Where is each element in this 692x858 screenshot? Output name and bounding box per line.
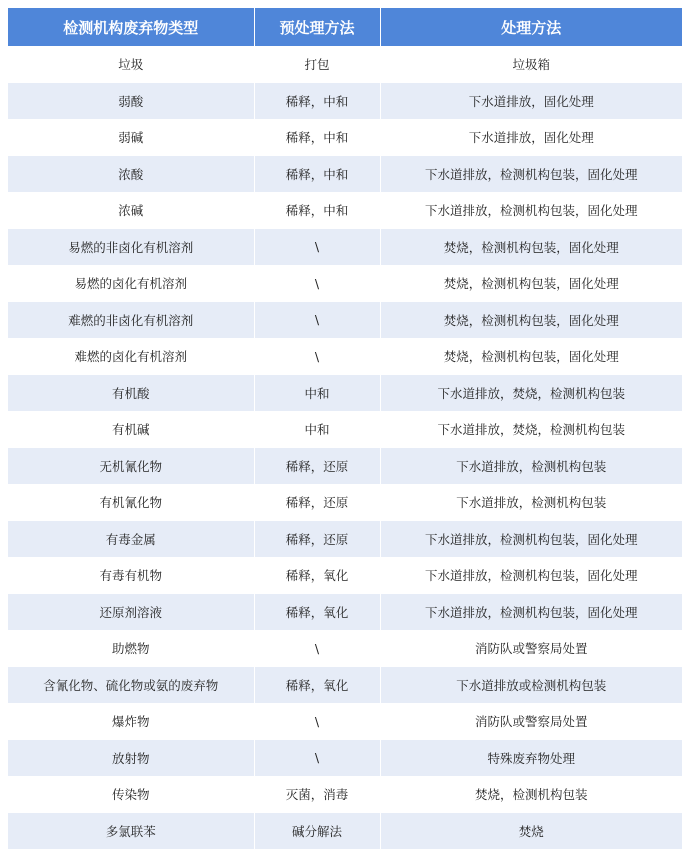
table-row [8, 265, 682, 302]
table-row [8, 484, 682, 521]
cell-treatment: 焚烧，检测机构包装，固化处理 [380, 338, 682, 375]
cell-pretreatment: 稀释，氧化 [254, 594, 380, 631]
cell-treatment: 下水道排放，焚烧，检测机构包装 [380, 411, 682, 448]
cell-pretreatment: 稀释，中和 [254, 156, 380, 193]
cell-waste-type: 有机碱 [8, 411, 254, 448]
cell-waste-type: 放射物 [8, 740, 254, 777]
cell-pretreatment: 稀释，氧化 [254, 557, 380, 594]
cell-waste-type: 还原剂溶液 [8, 594, 254, 631]
cell-waste-type: 浓酸 [8, 156, 254, 193]
table-row [8, 813, 682, 850]
cell-pretreatment: 灭菌，消毒 [254, 776, 380, 813]
header-waste-type: 检测机构废弃物类型 [8, 8, 254, 46]
cell-pretreatment: \ [254, 630, 380, 667]
cell-pretreatment: 稀释，还原 [254, 521, 380, 558]
table-row [8, 338, 682, 375]
cell-waste-type: 垃圾 [8, 46, 254, 83]
table-row [8, 521, 682, 558]
table-row [8, 46, 682, 83]
table-row [8, 776, 682, 813]
cell-waste-type: 含氰化物、硫化物或氨的废弃物 [8, 667, 254, 704]
table-body [8, 46, 682, 849]
table-row [8, 411, 682, 448]
header-treatment: 处理方法 [380, 8, 682, 46]
cell-pretreatment: \ [254, 302, 380, 339]
cell-pretreatment: \ [254, 338, 380, 375]
cell-pretreatment: \ [254, 703, 380, 740]
table-row [8, 229, 682, 266]
cell-treatment: 下水道排放或检测机构包装 [380, 667, 682, 704]
cell-waste-type: 助燃物 [8, 630, 254, 667]
cell-treatment: 下水道排放，检测机构包装 [380, 484, 682, 521]
table-row [8, 630, 682, 667]
table-row [8, 119, 682, 156]
cell-treatment: 焚烧，检测机构包装 [380, 776, 682, 813]
table-row [8, 83, 682, 120]
cell-waste-type: 无机氰化物 [8, 448, 254, 485]
table-row [8, 557, 682, 594]
cell-waste-type: 浓碱 [8, 192, 254, 229]
cell-treatment: 下水道排放，检测机构包装，固化处理 [380, 156, 682, 193]
cell-treatment: 下水道排放，检测机构包装，固化处理 [380, 557, 682, 594]
cell-treatment: 下水道排放，焚烧，检测机构包装 [380, 375, 682, 412]
cell-waste-type: 有毒有机物 [8, 557, 254, 594]
cell-treatment: 下水道排放，检测机构包装，固化处理 [380, 521, 682, 558]
cell-pretreatment: 打包 [254, 46, 380, 83]
cell-pretreatment: \ [254, 265, 380, 302]
table-row [8, 156, 682, 193]
cell-waste-type: 爆炸物 [8, 703, 254, 740]
cell-treatment: 焚烧，检测机构包装，固化处理 [380, 302, 682, 339]
cell-pretreatment: 稀释，还原 [254, 448, 380, 485]
cell-treatment: 下水道排放，固化处理 [380, 83, 682, 120]
cell-pretreatment: 稀释，中和 [254, 83, 380, 120]
cell-treatment: 消防队或警察局处置 [380, 630, 682, 667]
cell-waste-type: 弱碱 [8, 119, 254, 156]
table-row [8, 703, 682, 740]
waste-treatment-table [8, 8, 682, 849]
cell-treatment: 下水道排放，固化处理 [380, 119, 682, 156]
cell-pretreatment: \ [254, 740, 380, 777]
table-row [8, 192, 682, 229]
cell-waste-type: 有机酸 [8, 375, 254, 412]
cell-treatment: 焚烧，检测机构包装，固化处理 [380, 265, 682, 302]
cell-pretreatment: 中和 [254, 411, 380, 448]
cell-waste-type: 难燃的卤化有机溶剂 [8, 338, 254, 375]
table-header [8, 8, 682, 46]
cell-pretreatment: 中和 [254, 375, 380, 412]
cell-treatment: 焚烧，检测机构包装，固化处理 [380, 229, 682, 266]
cell-pretreatment: 稀释，中和 [254, 192, 380, 229]
cell-pretreatment: 稀释，氧化 [254, 667, 380, 704]
cell-waste-type: 有毒金属 [8, 521, 254, 558]
cell-treatment: 特殊废弃物处理 [380, 740, 682, 777]
header-pretreatment: 预处理方法 [254, 8, 380, 46]
table-row [8, 594, 682, 631]
table-row [8, 740, 682, 777]
table-row [8, 448, 682, 485]
cell-waste-type: 传染物 [8, 776, 254, 813]
cell-treatment: 下水道排放，检测机构包装，固化处理 [380, 594, 682, 631]
cell-waste-type: 有机氰化物 [8, 484, 254, 521]
cell-pretreatment: 稀释，还原 [254, 484, 380, 521]
cell-treatment: 消防队或警察局处置 [380, 703, 682, 740]
waste-treatment-table-container [8, 8, 682, 849]
cell-pretreatment: 碱分解法 [254, 813, 380, 850]
table-row [8, 375, 682, 412]
table-row [8, 302, 682, 339]
cell-treatment: 下水道排放，检测机构包装，固化处理 [380, 192, 682, 229]
cell-waste-type: 易燃的卤化有机溶剂 [8, 265, 254, 302]
cell-pretreatment: 稀释，中和 [254, 119, 380, 156]
table-row [8, 667, 682, 704]
cell-waste-type: 难燃的非卤化有机溶剂 [8, 302, 254, 339]
header-row [8, 8, 682, 46]
cell-treatment: 下水道排放，检测机构包装 [380, 448, 682, 485]
cell-treatment: 垃圾箱 [380, 46, 682, 83]
cell-treatment: 焚烧 [380, 813, 682, 850]
cell-waste-type: 易燃的非卤化有机溶剂 [8, 229, 254, 266]
cell-waste-type: 弱酸 [8, 83, 254, 120]
cell-waste-type: 多氯联苯 [8, 813, 254, 850]
cell-pretreatment: \ [254, 229, 380, 266]
